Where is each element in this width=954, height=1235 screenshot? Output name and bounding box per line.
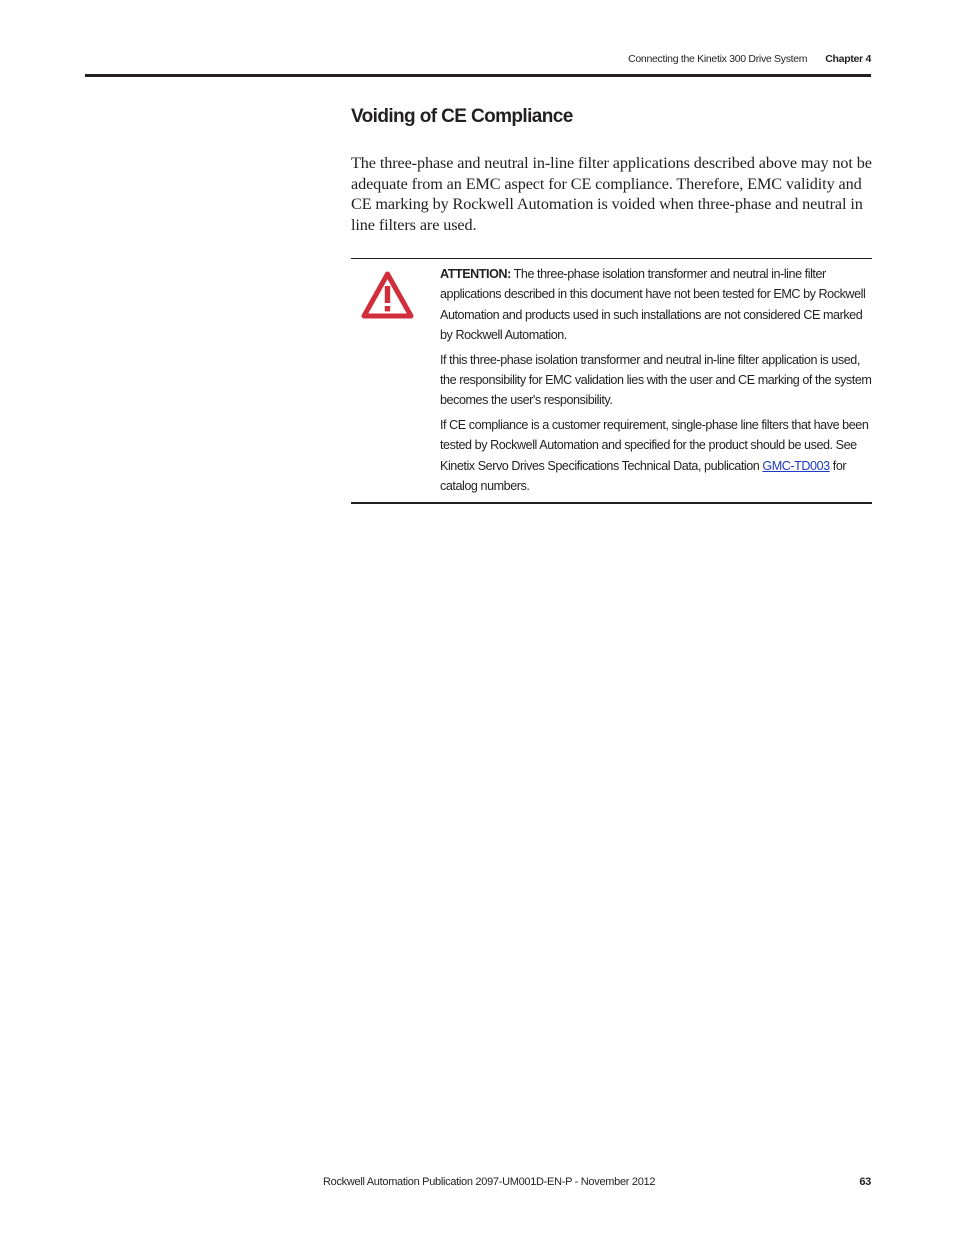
running-header: [0, 53, 871, 65]
attention-paragraph-1: [440, 264, 872, 346]
attention-text-3-after: for catalog numbers.: [440, 458, 847, 494]
attention-paragraph-3: [440, 415, 872, 497]
header-rule: [85, 74, 871, 77]
warning-triangle-icon: [360, 270, 415, 320]
attention-paragraph-2: If this three-phase isolation transformer and neutral in-line filter application is used, the responsibility for EMC validation lies with the user and CE marking of the system becomes the user's responsibility.: [440, 352, 872, 408]
attention-box: [351, 258, 872, 504]
section-heading: Voiding of CE Compliance: [351, 106, 573, 127]
body-paragraph: The three-phase and neutral in-line filter applications described above may not be adequate from an EMC aspect for CE compliance. Therefore, EMC validity and CE marking by Rockwell Automation is voided when three-phase and neutral in line filters are used.: [351, 154, 872, 234]
page-number: 63: [859, 1176, 871, 1188]
attention-text-1: The three-phase isolation transformer and neutral in-line filter applications described in this document have not been tested for EMC by Rockwell Automation and products used in such installations are not considered CE marked by Rockwell Automation.: [440, 267, 866, 343]
attention-text: [440, 264, 872, 500]
footer-publication: Rockwell Automation Publication 2097-UM001D-EN-P - November 2012: [323, 1176, 656, 1188]
header-chapter: Chapter 4: [825, 53, 871, 65]
header-section-name: Connecting the Kinetix 300 Drive System: [628, 53, 808, 65]
attention-text-3-before: If CE compliance is a customer requirement, single-phase line filters that have been tested by Rockwell Automation and specified for the product should be used. See Kinetix Servo Drives Specifications Technical Data, publication: [440, 417, 869, 473]
attention-label: ATTENTION:: [440, 267, 511, 281]
publication-link[interactable]: GMC-TD003: [762, 458, 830, 473]
